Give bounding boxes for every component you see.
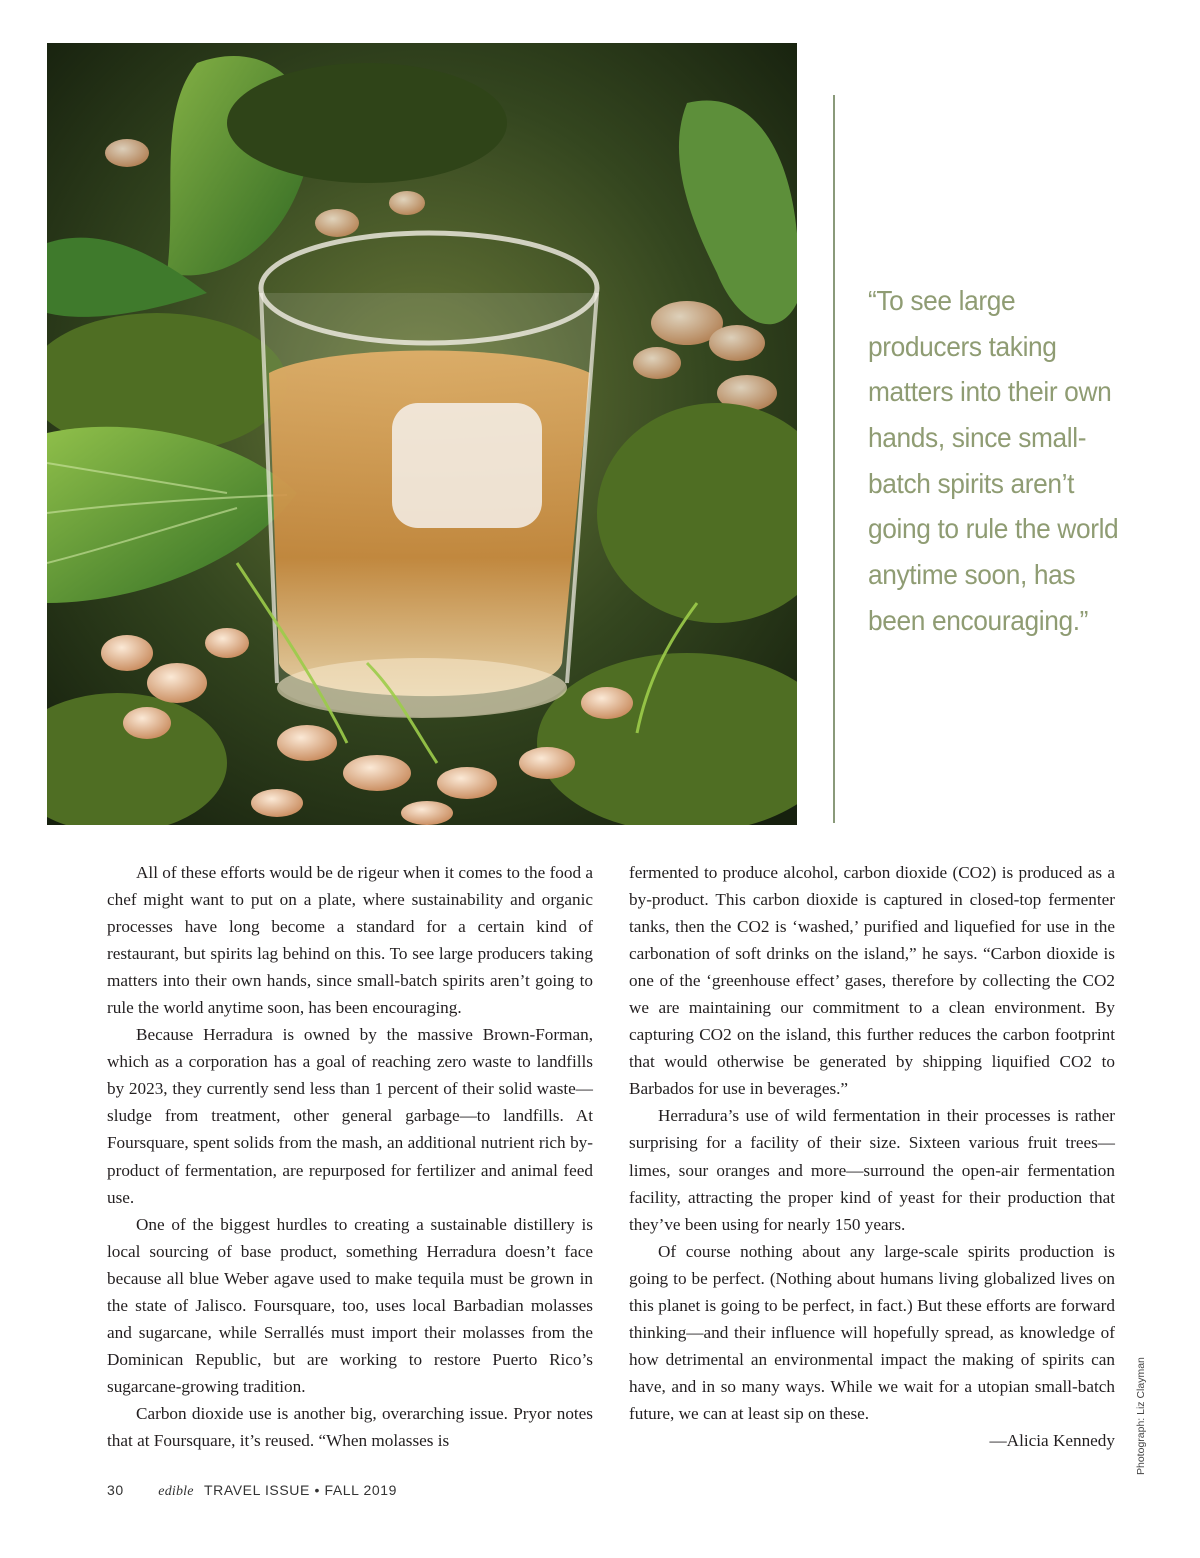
article-right-column: [629, 859, 1115, 1454]
page-number: 30: [107, 1482, 124, 1498]
pull-quote-divider: [833, 95, 835, 823]
pull-quote-line: anytime soon, has: [868, 559, 1076, 591]
article-paragraph: fermented to produce alcohol, carbon dioxide (CO2) is produced as a by-product. This carbon dioxide is captured in closed-top fermenter tanks, then the CO2 is ‘washed,’ purified and liquefied for use in the carbonation of soft drinks on the island,” he says. “Carbon dioxide is one of the ‘greenhouse effect’ gases, therefore by collecting the CO2 we are maintaining our commitment to a clean environment. By capturing CO2 on the island, this further reduces the carbon footprint that would otherwise be generated by shipping liquified CO2 to Barbados for use in beverages.”: [629, 863, 1115, 1099]
article-paragraph: All of these efforts would be de rigeur when it comes to the food a chef might want to put on a plate, where sustainability and organic processes have long become a standard for a certain kind of restaurant, but spirits lag behind on this. To see large producers taking matters into their own hands, since small-batch spirits aren’t going to rule the world anytime soon, has been encouraging.: [107, 863, 593, 1018]
article-left-column: [107, 859, 593, 1454]
pull-quote-line: “To see large: [868, 285, 1016, 316]
pull-quote-line: matters into their own: [868, 376, 1112, 408]
article-paragraph: One of the biggest hurdles to creating a sustainable distillery is local sourcing of base product, something Herradura doesn’t face because all blue Weber agave used to make tequila must be grown in the state of Jalisco. Foursquare, too, uses local Barbadian molasses and sugarcane, while Serrallés must import their molasses from the Dominican Republic, but are working to restore Puerto Rico’s sugarcane-growing tradition.: [107, 1214, 593, 1396]
pull-quote-line: hands, since small-: [868, 422, 1087, 454]
article-paragraph: Carbon dioxide use is another big, overarching issue. Pryor notes that at Foursquare, it’s reused. “When molasses is: [107, 1403, 593, 1450]
pull-quote-line: been encouraging.”: [868, 604, 1089, 636]
cocktail-glass-illustration: [47, 43, 797, 825]
pull-quote-line: batch spirits aren’t: [868, 467, 1075, 499]
article-paragraph: Of course nothing about any large-scale spirits production is going to be perfect. (Nothing about humans living globalized lives on this planet is going to be perfect, in fact.) But these efforts are forward thinking—and their influence will hopefully spread, as knowledge of how detrimental an environmental impact the making of spirits can have, and in so many ways. While we wait for a utopian small-batch future, we can at least sip on these.: [629, 1241, 1115, 1423]
author-byline: —Alicia Kennedy: [989, 1430, 1115, 1450]
issue-label: TRAVEL ISSUE • FALL 2019: [203, 1482, 398, 1498]
page-footer: [107, 1482, 397, 1500]
photo-credit: Photograph: Liz Clayman: [1135, 1357, 1147, 1475]
article-paragraph: Because Herradura is owned by the massive Brown-Forman, which as a corporation has a goal of reaching zero waste to landfills by 2023, they currently send less than 1 percent of their solid waste—sludge from treatment, other general garbage—to landfills. At Foursquare, spent solids from the mash, an additional nutrient rich by-product of fermentation, are repurposed for fertilizer and animal feed use.: [107, 1025, 593, 1207]
pull-quote-line: producers taking: [868, 330, 1057, 362]
pull-quote-line: going to rule the world: [868, 513, 1119, 545]
magazine-brand: edible: [158, 1484, 194, 1499]
pull-quote: [868, 278, 1119, 644]
article-paragraph: Herradura’s use of wild fermentation in their processes is rather surprising for a facility of their size. Sixteen various fruit trees—limes, sour oranges and more—surround the open-air fermentation facility, attracting the proper kind of yeast for their production that they’ve been using for nearly 150 years.: [629, 1106, 1115, 1234]
cocktail-photo: [47, 43, 797, 825]
